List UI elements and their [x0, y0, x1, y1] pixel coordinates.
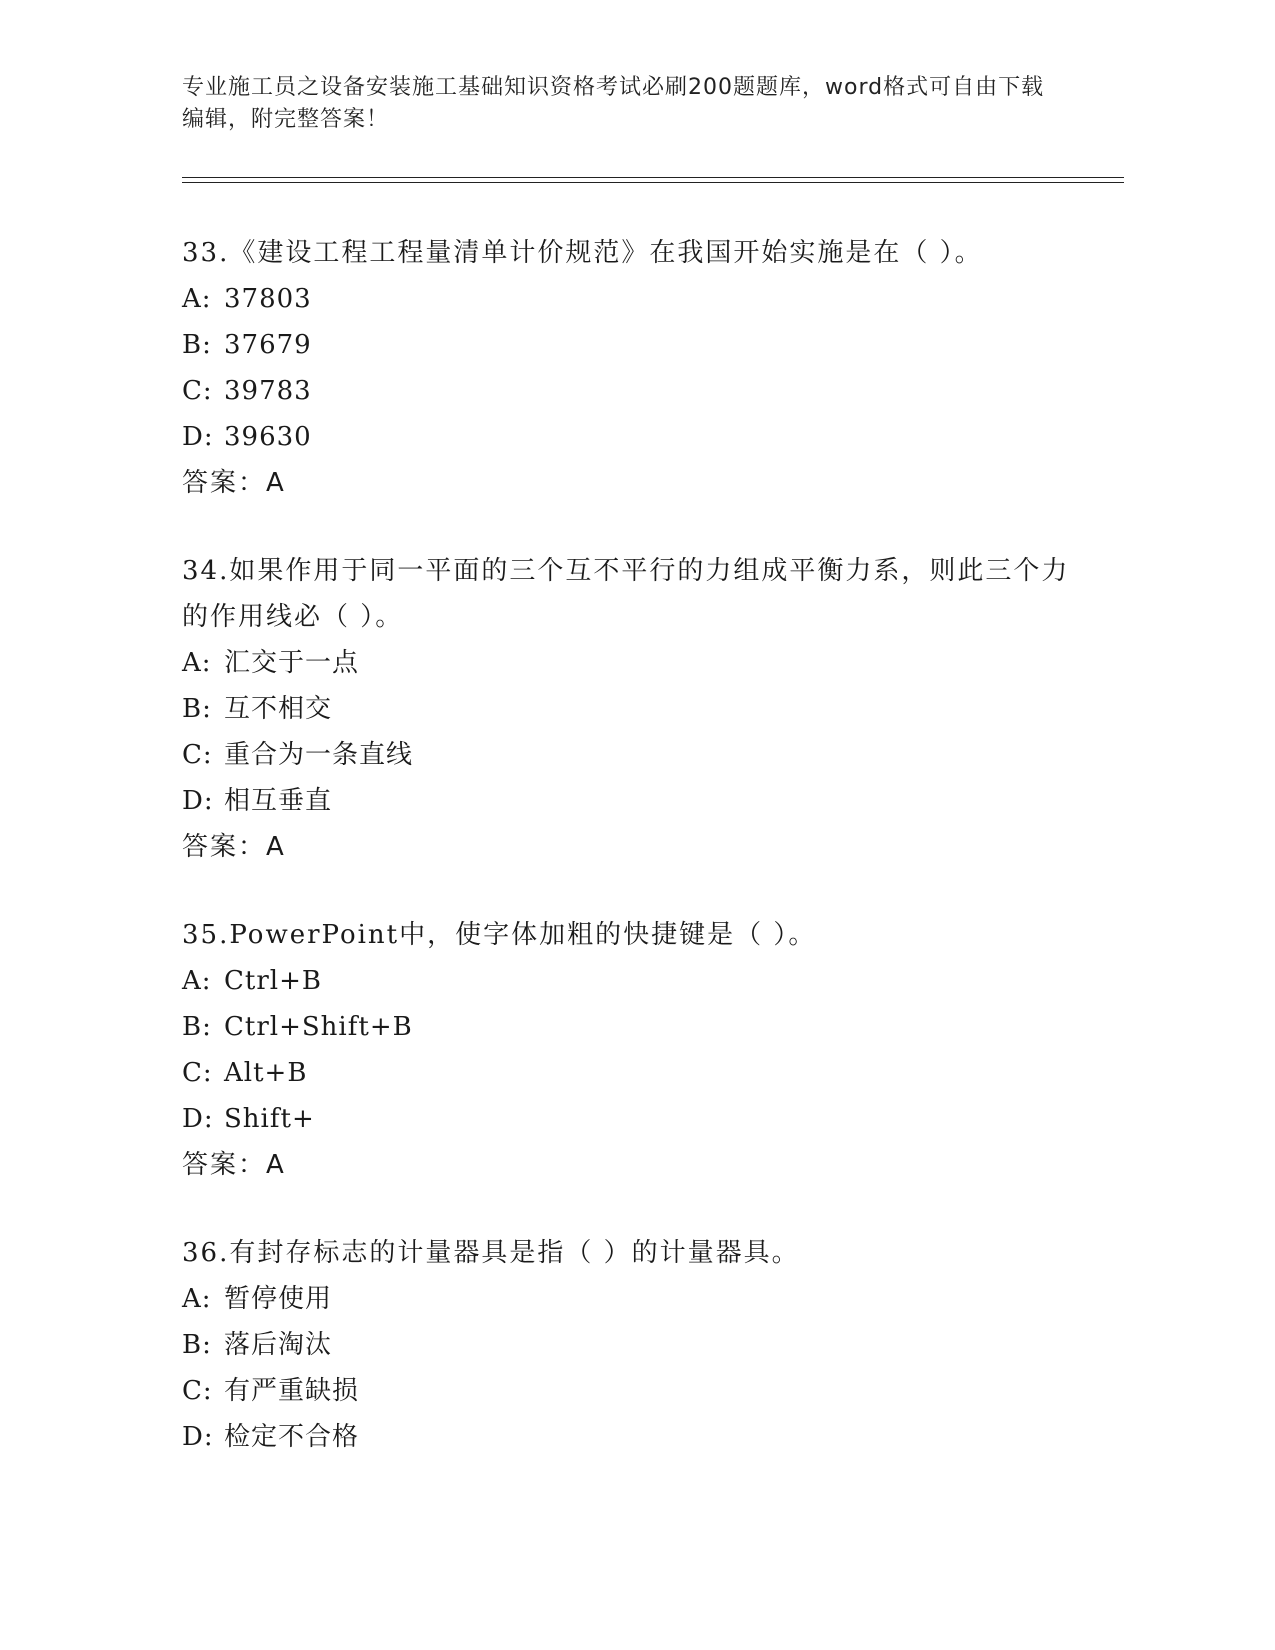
option-letter: C:	[182, 1058, 213, 1088]
option-letter: C:	[182, 1376, 213, 1406]
option-c	[182, 1368, 1082, 1414]
option-text: 37803	[224, 284, 312, 314]
option-text: 39783	[224, 376, 312, 406]
option-text: 互不相交	[224, 694, 333, 724]
option-letter: D:	[182, 422, 214, 452]
option-letter: B:	[182, 694, 212, 724]
option-a	[182, 958, 1082, 1004]
option-a	[182, 640, 1082, 686]
option-a	[182, 1276, 1082, 1322]
option-text: 落后淘汰	[224, 1330, 333, 1360]
question-36	[182, 1230, 1082, 1460]
question-stem: 36.有封存标志的计量器具是指（ ）的计量器具。	[182, 1238, 800, 1268]
option-text: Ctrl+Shift+B	[224, 1012, 413, 1042]
header-rule-top	[182, 177, 1124, 178]
option-letter: B:	[182, 1330, 212, 1360]
answer-label: 答案：A	[182, 468, 286, 498]
option-letter: B:	[182, 1012, 212, 1042]
option-c	[182, 368, 1082, 414]
option-c	[182, 1050, 1082, 1096]
question-35	[182, 912, 1082, 1188]
option-letter: C:	[182, 376, 213, 406]
answer-label: 答案：A	[182, 1150, 286, 1180]
option-letter: A:	[182, 966, 212, 996]
option-letter: D:	[182, 1104, 214, 1134]
answer-label: 答案：A	[182, 832, 286, 862]
option-b	[182, 1322, 1082, 1368]
option-letter: B:	[182, 330, 212, 360]
question-stem: 33.《建设工程工程量清单计价规范》在我国开始实施是在（ ）。	[182, 238, 983, 268]
option-text: Ctrl+B	[224, 966, 322, 996]
option-letter: D:	[182, 786, 214, 816]
option-text: Alt+B	[224, 1058, 308, 1088]
option-text: 重合为一条直线	[224, 740, 414, 770]
option-c	[182, 732, 1082, 778]
header-rule-bottom	[182, 182, 1124, 183]
question-34	[182, 548, 1082, 870]
option-b	[182, 1004, 1082, 1050]
option-letter: C:	[182, 740, 213, 770]
question-stem: 35.PowerPoint中，使字体加粗的快捷键是（ ）。	[182, 920, 817, 950]
option-d	[182, 1096, 1082, 1142]
option-d	[182, 778, 1082, 824]
option-d	[182, 1414, 1082, 1460]
option-text: 暂停使用	[224, 1284, 333, 1314]
question-list	[182, 230, 1082, 1502]
option-letter: A:	[182, 648, 212, 678]
option-text: 39630	[224, 422, 312, 452]
option-letter: A:	[182, 284, 212, 314]
option-text: 汇交于一点	[224, 648, 360, 678]
document-header: 专业施工员之设备安装施工基础知识资格考试必刷200题题库，word格式可自由下载编辑，附完整答案！	[182, 75, 1045, 132]
option-text: 37679	[224, 330, 312, 360]
option-text: 相互垂直	[224, 786, 333, 816]
option-text: 有严重缺损	[224, 1376, 360, 1406]
option-text: Shift+	[224, 1104, 315, 1134]
question-stem: 34.如果作用于同一平面的三个互不平行的力组成平衡力系，则此三个力的作用线必（ ）。	[182, 556, 1070, 632]
option-letter: D:	[182, 1422, 214, 1452]
option-d	[182, 414, 1082, 460]
option-a	[182, 276, 1082, 322]
option-b	[182, 322, 1082, 368]
option-letter: A:	[182, 1284, 212, 1314]
option-text: 检定不合格	[224, 1422, 360, 1452]
question-33	[182, 230, 1082, 506]
option-b	[182, 686, 1082, 732]
